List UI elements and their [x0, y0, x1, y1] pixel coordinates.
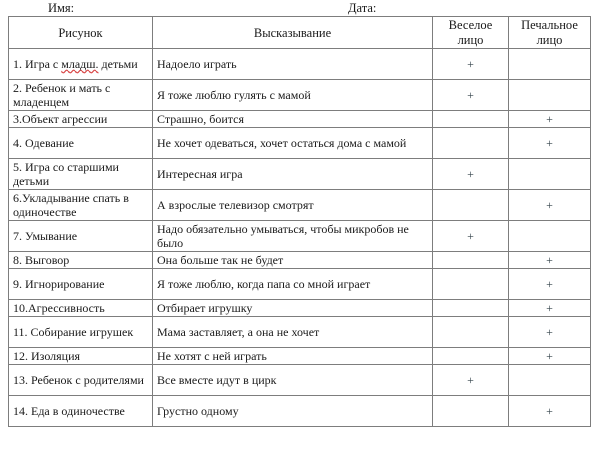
cell-statement: Я тоже люблю, когда папа со мной играет [153, 269, 433, 300]
cell-picture: 12. Изоляция [9, 348, 153, 365]
column-header-happy-face [433, 17, 509, 49]
table-row [9, 365, 591, 396]
cell-picture: 8. Выговор [9, 252, 153, 269]
name-field-label: Имя: [48, 1, 75, 15]
cell-picture: 5. Игра со старшими детьми [9, 159, 153, 190]
table-row [9, 49, 591, 80]
cell-sad-mark[interactable]: + [509, 300, 591, 317]
cell-statement: Не хочет одеваться, хочет остаться дома с мамой [153, 128, 433, 159]
cell-happy-mark[interactable]: + [433, 49, 509, 80]
cell-sad-mark[interactable]: + [509, 128, 591, 159]
table-row [9, 317, 591, 348]
table-row [9, 348, 591, 365]
cell-statement: Не хотят с ней играть [153, 348, 433, 365]
table-row [9, 252, 591, 269]
table-row [9, 128, 591, 159]
form-fields [0, 0, 600, 16]
cell-happy-mark[interactable]: + [433, 221, 509, 252]
cell-sad-mark[interactable] [509, 221, 591, 252]
cell-statement: А взрослые телевизор смотрят [153, 190, 433, 221]
cell-happy-mark[interactable] [433, 111, 509, 128]
cell-sad-mark[interactable]: + [509, 348, 591, 365]
cell-picture: 2. Ребенок и мать с младенцем [9, 80, 153, 111]
table-row [9, 80, 591, 111]
cell-happy-mark[interactable] [433, 252, 509, 269]
cell-statement: Мама заставляет, а она не хочет [153, 317, 433, 348]
cell-statement: Я тоже люблю гулять с мамой [153, 80, 433, 111]
table-body [9, 49, 591, 427]
cell-sad-mark[interactable] [509, 80, 591, 111]
cell-picture: 14. Еда в одиночестве [9, 396, 153, 427]
table-row [9, 190, 591, 221]
cell-statement: Страшно, боится [153, 111, 433, 128]
cell-sad-mark[interactable] [509, 159, 591, 190]
cell-picture: 13. Ребенок с родителями [9, 365, 153, 396]
cell-sad-mark[interactable]: + [509, 252, 591, 269]
happy-header-line-2: лицо [457, 33, 484, 47]
table-row [9, 300, 591, 317]
table-row [9, 159, 591, 190]
cell-picture: 3.Объект агрессии [9, 111, 153, 128]
date-field-label: Дата: [348, 1, 377, 15]
table-row [9, 221, 591, 252]
cell-happy-mark[interactable] [433, 128, 509, 159]
sad-header-line-2: лицо [536, 33, 563, 47]
cell-statement: Интересная игра [153, 159, 433, 190]
cell-sad-mark[interactable]: + [509, 317, 591, 348]
cell-happy-mark[interactable] [433, 300, 509, 317]
cell-happy-mark[interactable] [433, 396, 509, 427]
column-header-sad-face [509, 17, 591, 49]
cell-statement: Надоело играть [153, 49, 433, 80]
cell-sad-mark[interactable]: + [509, 269, 591, 300]
table-header [9, 17, 591, 49]
cell-sad-mark[interactable]: + [509, 190, 591, 221]
table-row [9, 111, 591, 128]
cell-sad-mark[interactable] [509, 365, 591, 396]
table-row [9, 269, 591, 300]
cell-statement: Грустно одному [153, 396, 433, 427]
cell-sad-mark[interactable]: + [509, 396, 591, 427]
cell-statement: Надо обязательно умываться, чтобы микробов не было [153, 221, 433, 252]
header-row [9, 17, 591, 49]
cell-picture: 10.Агрессивность [9, 300, 153, 317]
cell-happy-mark[interactable] [433, 269, 509, 300]
column-header-statement: Высказывание [153, 17, 433, 49]
cell-happy-mark[interactable] [433, 348, 509, 365]
cell-happy-mark[interactable] [433, 317, 509, 348]
cell-picture: 11. Собирание игрушек [9, 317, 153, 348]
column-header-picture: Рисунок [9, 17, 153, 49]
cell-happy-mark[interactable]: + [433, 80, 509, 111]
cell-sad-mark[interactable] [509, 49, 591, 80]
cell-picture: 7. Умывание [9, 221, 153, 252]
cell-happy-mark[interactable]: + [433, 365, 509, 396]
cell-statement: Все вместе идут в цирк [153, 365, 433, 396]
protocol-table-container [8, 16, 590, 427]
cell-picture: 1. Игра с младш. детьми [9, 49, 153, 80]
cell-statement: Отбирает игрушку [153, 300, 433, 317]
cell-happy-mark[interactable]: + [433, 159, 509, 190]
cell-statement: Она больше так не будет [153, 252, 433, 269]
table-row [9, 396, 591, 427]
spellcheck-misspelled-word: младш. [61, 57, 99, 71]
cell-picture: 9. Игнорирование [9, 269, 153, 300]
cell-happy-mark[interactable] [433, 190, 509, 221]
protocol-table [8, 16, 591, 427]
cell-picture: 4. Одевание [9, 128, 153, 159]
cell-sad-mark[interactable]: + [509, 111, 591, 128]
sad-header-line-1: Печальное [521, 18, 578, 32]
cell-picture: 6.Укладывание спать в одиночестве [9, 190, 153, 221]
happy-header-line-1: Веселое [448, 18, 493, 32]
